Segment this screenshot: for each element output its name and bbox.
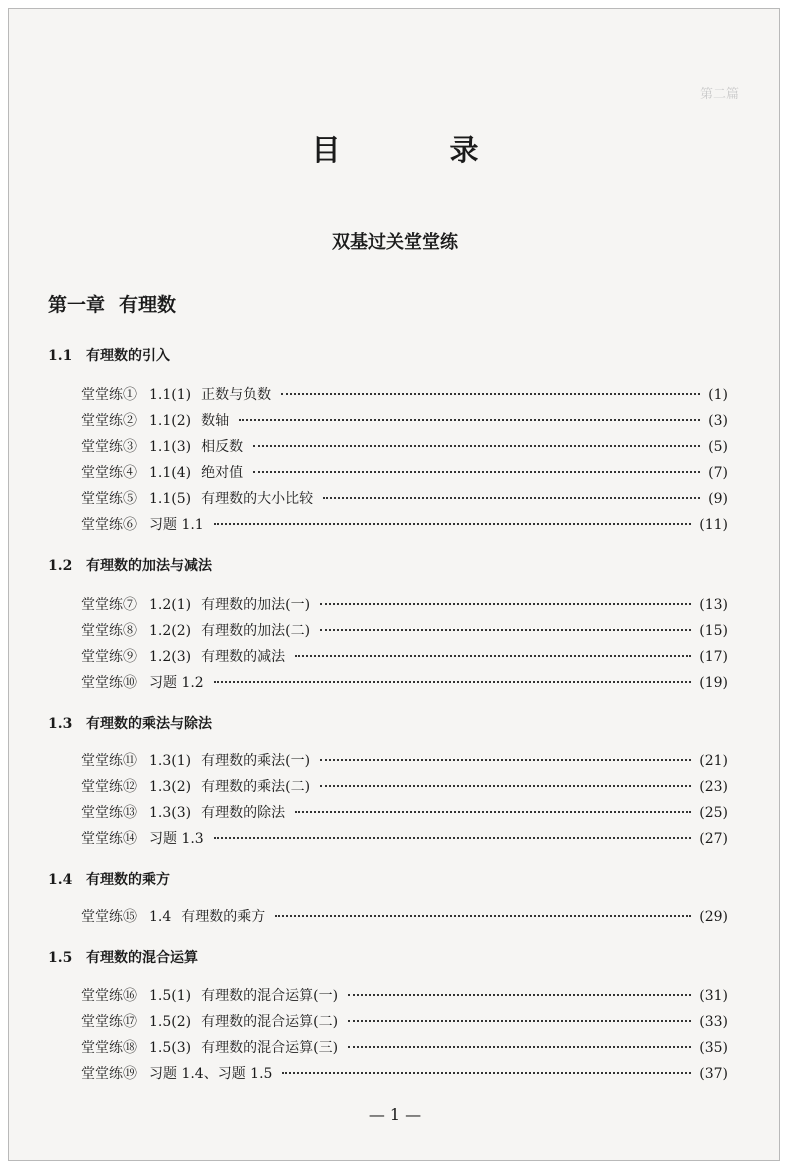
page-number: (17) <box>699 649 728 665</box>
toc-entry[interactable]: 堂堂练⑧ 1.2(2) 有理数的加法(二) (15) <box>81 623 728 639</box>
section-heading: 1.1 有理数的引入 <box>48 348 170 364</box>
section-heading: 1.4 有理数的乘方 <box>48 872 170 888</box>
dot-leader <box>214 681 692 683</box>
dot-leader <box>320 629 691 631</box>
toc-entry[interactable]: 堂堂练⑱ 1.5(3) 有理数的混合运算(三) (35) <box>81 1040 728 1056</box>
dot-leader <box>282 1072 691 1074</box>
toc-entry[interactable]: 堂堂练③ 1.1(3) 相反数 (5) <box>81 439 728 455</box>
section-heading: 1.3 有理数的乘法与除法 <box>48 716 212 732</box>
dot-leader <box>275 915 691 917</box>
toc-entry[interactable]: 堂堂练⑯ 1.5(1) 有理数的混合运算(一) (31) <box>81 988 728 1004</box>
dot-leader <box>320 759 691 761</box>
bleed-through-text: 第二篇 <box>700 87 740 102</box>
toc-entry[interactable]: 堂堂练⑨ 1.2(3) 有理数的减法 (17) <box>81 649 728 665</box>
chapter-heading <box>48 290 176 317</box>
page-number: (11) <box>699 517 728 533</box>
page-number: (15) <box>699 623 728 639</box>
page-number: (13) <box>699 597 728 613</box>
page-number: (35) <box>699 1040 728 1056</box>
dot-leader <box>214 523 692 525</box>
toc-entry[interactable]: 堂堂练⑲ 习题 1.4、习题 1.5 (37) <box>81 1066 728 1082</box>
dot-leader <box>253 445 700 447</box>
page-title: 目 录 <box>311 133 519 167</box>
toc-entry[interactable]: 堂堂练② 1.1(2) 数轴 (3) <box>81 413 728 429</box>
toc-entry[interactable]: 堂堂练⑮ 1.4 有理数的乘方 (29) <box>81 909 728 925</box>
chapter-name: 有理数 <box>119 294 177 316</box>
toc-entry[interactable]: 堂堂练⑬ 1.3(3) 有理数的除法 (25) <box>81 805 728 821</box>
page-number: (37) <box>699 1066 728 1082</box>
dot-leader <box>295 655 691 657</box>
page-footer-number: — 1 — <box>368 1105 422 1124</box>
page-number: (25) <box>699 805 728 821</box>
toc-entry[interactable]: 堂堂练⑦ 1.2(1) 有理数的加法(一) (13) <box>81 597 728 613</box>
page-number: (23) <box>699 779 728 795</box>
toc-entry[interactable]: 堂堂练⑩ 习题 1.2 (19) <box>81 675 728 691</box>
page-number: (1) <box>708 387 728 403</box>
dot-leader <box>320 603 691 605</box>
page-number: (29) <box>699 909 728 925</box>
toc-entry[interactable]: 堂堂练① 1.1(1) 正数与负数 (1) <box>81 387 728 403</box>
toc-entry[interactable]: 堂堂练④ 1.1(4) 绝对值 (7) <box>81 465 728 481</box>
page-number: (33) <box>699 1014 728 1030</box>
toc-entry[interactable]: 堂堂练⑪ 1.3(1) 有理数的乘法(一) (21) <box>81 753 728 769</box>
dot-leader <box>348 994 691 996</box>
page-number: (3) <box>708 413 728 429</box>
chapter-number: 第一章 <box>48 294 106 316</box>
toc-entry[interactable]: 堂堂练⑰ 1.5(2) 有理数的混合运算(二) (33) <box>81 1014 728 1030</box>
section-heading: 1.5 有理数的混合运算 <box>48 950 198 966</box>
toc-entry[interactable]: 堂堂练⑭ 习题 1.3 (27) <box>81 831 728 847</box>
dot-leader <box>323 497 700 499</box>
section-heading: 1.2 有理数的加法与减法 <box>48 558 212 574</box>
page-number: (31) <box>699 988 728 1004</box>
page-number: (9) <box>708 491 728 507</box>
dot-leader <box>320 785 691 787</box>
toc-entry[interactable]: 堂堂练⑥ 习题 1.1 (11) <box>81 517 728 533</box>
toc-entry[interactable]: 堂堂练⑫ 1.3(2) 有理数的乘法(二) (23) <box>81 779 728 795</box>
dot-leader <box>281 393 700 395</box>
dot-leader <box>239 419 700 421</box>
dot-leader <box>295 811 691 813</box>
page-number: (19) <box>699 675 728 691</box>
page-number: (21) <box>699 753 728 769</box>
toc-entry[interactable]: 堂堂练⑤ 1.1(5) 有理数的大小比较 (9) <box>81 491 728 507</box>
dot-leader <box>348 1046 691 1048</box>
page-number: (27) <box>699 831 728 847</box>
page-number: (5) <box>708 439 728 455</box>
dot-leader <box>214 837 692 839</box>
page-number: (7) <box>708 465 728 481</box>
dot-leader <box>348 1020 691 1022</box>
page-subtitle: 双基过关堂堂练 <box>332 232 458 253</box>
dot-leader <box>253 471 700 473</box>
